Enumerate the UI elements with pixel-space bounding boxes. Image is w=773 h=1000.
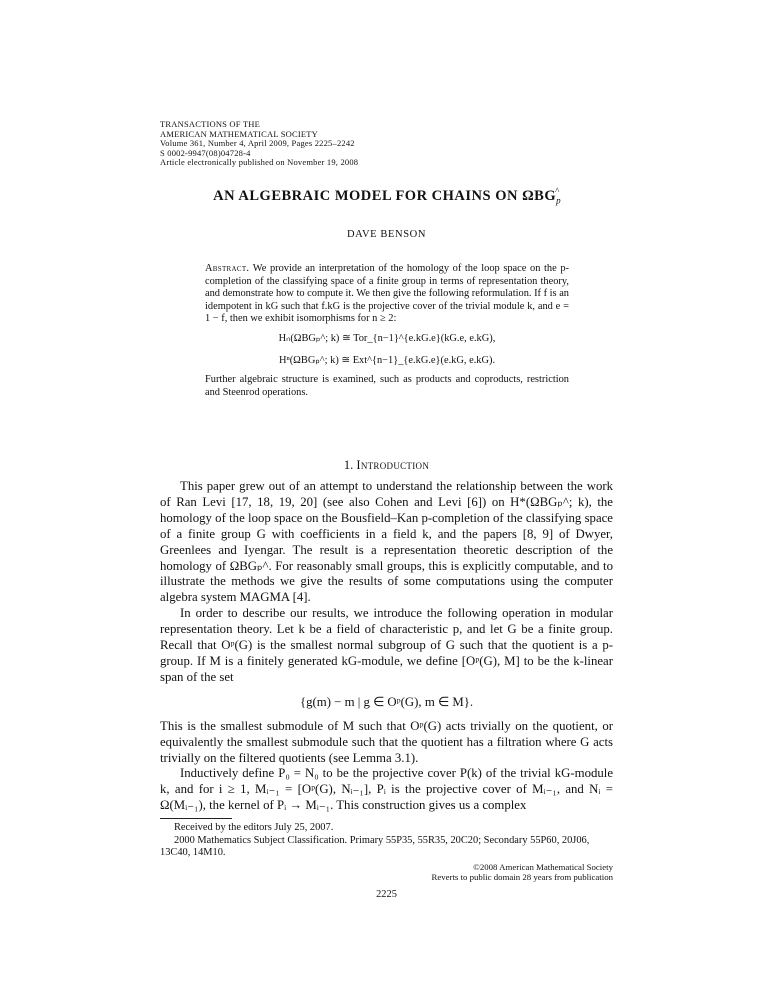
abstract-text: We provide an interpretation of the homology of the loop space on the p-completion of the classifying space of a finite group in terms of representation theory, and demonstrate how to compute it. We then give the following reformulation. If f is an idempotent in kG such that f.kG is the projective cover of the trivial module k, and e = 1 − f, then we exhibit isomorphisms for n ≥ 2: <box>205 263 569 325</box>
paragraph: Inductively define P₀ = N₀ to be the projective cover P(k) of the trivial kG-module k, and for i ≥ 1, Mᵢ₋₁ = [Oᵖ(G), Nᵢ₋₁], Pᵢ is the projective cover of Mᵢ₋₁, and Nᵢ = Ω(Mᵢ₋₁), the kernel of Pᵢ → Mᵢ₋₁. This construction gives us a complex <box>160 766 613 813</box>
journal-line: TRANSACTIONS OF THE <box>160 119 260 129</box>
journal-line: AMERICAN MATHEMATICAL SOCIETY <box>160 128 319 139</box>
journal-header <box>160 120 358 168</box>
section-name: Introduction <box>356 458 430 472</box>
abstract-label: Abstract. <box>205 263 250 274</box>
journal-line: Volume 361, Number 4, April 2009, Pages 2225–2242 <box>160 138 355 148</box>
author: DAVE BENSON <box>346 229 427 240</box>
paper-title: AN ALGEBRAIC MODEL FOR CHAINS ON $\Omega BG_p^{\^{}}$ <box>213 186 562 206</box>
body-text <box>160 479 613 814</box>
footnote-rule <box>160 818 232 819</box>
abstract-tail: Further algebraic structure is examined, such as products and coproducts, restriction and Steenrod operations. <box>205 373 569 398</box>
page-number: 2225 <box>376 889 397 900</box>
footnote <box>160 822 613 860</box>
paragraph: In order to describe our results, we introduce the following operation in modular representation theory. Let k be a field of characteristic p, and let G be a finite group. Recall that Oᵖ(G) is the smallest normal subgroup of G such that the quotient is a p-group. If M is a finitely generated kG-module, we define [Oᵖ(G), M] to be the k-linear span of the set <box>160 606 613 684</box>
set-display: {g(m) − m | g ∈ Oᵖ(G), m ∈ M}. <box>299 694 474 709</box>
paragraph: This paper grew out of an attempt to understand the relationship between the work of Ran Levi [17, 18, 19, 20] (see also Cohen and Levi [6]) on H*(ΩBGₚ^; k), the homology of the loop space on the Bousfield–Kan p-completion of the classifying space of a finite group G with coefficients in a field k, and the papers [8, 9] of Dwyer, Greenlees and Iyengar. The result is a representation theoretic description of the homology of ΩBGₚ^. For reasonably small groups, this is explicitly computable, and to illustrate the methods we give the results of some computations using the computer algebra system MAGMA [4]. <box>160 479 613 605</box>
abstract-equation-1: Hₙ(ΩBGₚ^; k) ≅ Tor_{n−1}^{e.kG.e}(kG.e, e.kG), <box>278 332 496 344</box>
footnote-received: Received by the editors July 25, 2007. <box>174 822 334 833</box>
section-number: 1. <box>343 458 354 472</box>
copyright <box>431 862 613 882</box>
journal-line: S 0002-9947(08)04728-4 <box>160 147 251 158</box>
journal-line: Article electronically published on November 19, 2008 <box>160 157 359 167</box>
copyright-line: ©2008 American Mathematical Society <box>473 862 613 872</box>
abstract <box>205 263 569 399</box>
paragraph: This is the smallest submodule of M such that Oᵖ(G) acts trivially on the quotient, or equivalently the smallest submodule such that the quotient has a filtration where G acts trivially on the filtered quotients (see Lemma 3.1). <box>160 718 613 765</box>
paper-title-text: AN ALGEBRAIC MODEL FOR CHAINS ON ΩBG <box>213 187 557 204</box>
copyright-line: Reverts to public domain 28 years from publication <box>431 872 613 882</box>
section-heading <box>0 458 773 473</box>
abstract-equation-2: Hⁿ(ΩBGₚ^; k) ≅ Ext^{n−1}_{e.kG.e}(e.kG, e.kG). <box>278 354 496 366</box>
footnote-msc: 2000 Mathematics Subject Classification. Primary 55P35, 55R35, 20C20; Secondary 55P60, 20J06, 13C40, 14M10. <box>160 834 590 858</box>
